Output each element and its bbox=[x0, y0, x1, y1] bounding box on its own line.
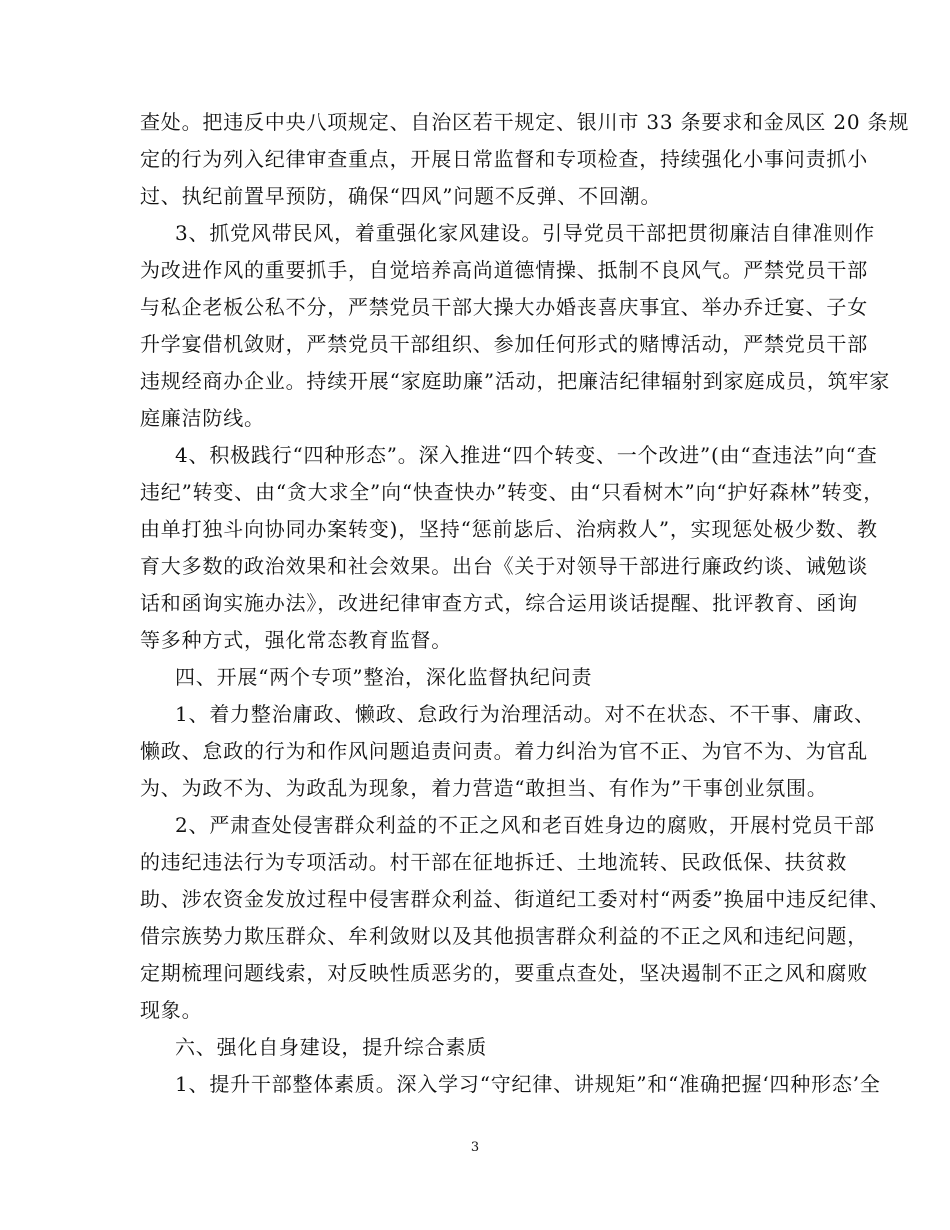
paragraph-first-line: 3、抓党风带民风，着重强化家风建设。引导党员干部把贯彻廉洁自律准则作 bbox=[175, 221, 875, 245]
text-line: 借宗族势力欺压群众、牟利敛财以及其他损害群众利益的不正之风和违纪问题， bbox=[140, 924, 868, 948]
text-line: 懒政、怠政的行为和作风问题追责问责。着力纠治为官不正、为官不为、为官乱 bbox=[140, 739, 868, 763]
text-line: 升学宴借机敛财，严禁党员干部组织、参加任何形式的赌博活动，严禁党员干部 bbox=[140, 332, 868, 356]
text-line: 定期梳理问题线索，对反映性质恶劣的，要重点查处，坚决遏制不正之风和腐败 bbox=[140, 961, 868, 985]
paragraph-first-line: 1、提升干部整体素质。深入学习“守纪律、讲规矩”和“准确把握‘四种形态’全 bbox=[175, 1072, 881, 1096]
text-line: 育大多数的政治效果和社会效果。出台《关于对领导干部进行廉政约谈、诫勉谈 bbox=[140, 554, 868, 578]
text-line: 等多种方式，强化常态教育监督。 bbox=[140, 628, 452, 652]
paragraph-first-line: 1、着力整治庸政、懒政、怠政行为治理活动。对不在状态、不干事、庸政、 bbox=[175, 702, 875, 726]
text-line: 为、为政不为、为政乱为现象，着力营造“敢担当、有作为”干事创业氛围。 bbox=[140, 776, 828, 800]
text-line: 查处。把违反中央八项规定、自治区若干规定、银川市 33 条要求和金凤区 20 条规 bbox=[140, 110, 910, 134]
page-number: 3 bbox=[470, 1140, 480, 1155]
text-line: 助、涉农资金发放过程中侵害群众利益、街道纪工委对村“两委”换届中违反纪律、 bbox=[140, 887, 891, 911]
text-line: 话和函询实施办法》，改进纪律审查方式，综合运用谈话提醒、批评教育、函询 bbox=[140, 591, 858, 615]
paragraph-first-line: 2、严肃查处侵害群众利益的不正之风和老百姓身边的腐败，开展村党员干部 bbox=[175, 813, 875, 837]
text-line: 过、执纪前置早预防，确保“四风”问题不反弹、不回潮。 bbox=[140, 184, 662, 208]
text-line: 与私企老板公私不分，严禁党员干部大操大办婚丧喜庆事宜、举办乔迁宴、子女 bbox=[140, 295, 868, 319]
text-line: 的违纪违法行为专项活动。村干部在征地拆迁、土地流转、民政低保、扶贫救 bbox=[140, 850, 848, 874]
text-line: 违纪”转变、由“贪大求全”向“快查快办”转变、由“只看树木”向“护好森林”转变， bbox=[140, 480, 885, 504]
paragraph-first-line: 4、积极践行“四种形态”。深入推进“四个转变、一个改进”(由“查违法”向“查 bbox=[175, 443, 878, 467]
section-heading: 四、开展“两个专项”整治，深化监督执纪问责 bbox=[175, 665, 593, 689]
text-line: 为改进作风的重要抓手，自觉培养高尚道德情操、抵制不良风气。严禁党员干部 bbox=[140, 258, 868, 282]
text-line: 违规经商办企业。持续开展“家庭助廉”活动，把廉洁纪律辐射到家庭成员，筑牢家 bbox=[140, 369, 891, 393]
text-line: 现象。 bbox=[140, 998, 203, 1022]
text-line: 由单打独斗向协同办案转变)，坚持“惩前毖后、治病救人”，实现惩处极少数、教 bbox=[140, 517, 878, 541]
text-line: 定的行为列入纪律审查重点，开展日常监督和专项检查，持续强化小事问责抓小 bbox=[140, 147, 868, 171]
text-line: 庭廉洁防线。 bbox=[140, 406, 265, 430]
section-heading: 六、强化自身建设，提升综合素质 bbox=[175, 1035, 487, 1059]
